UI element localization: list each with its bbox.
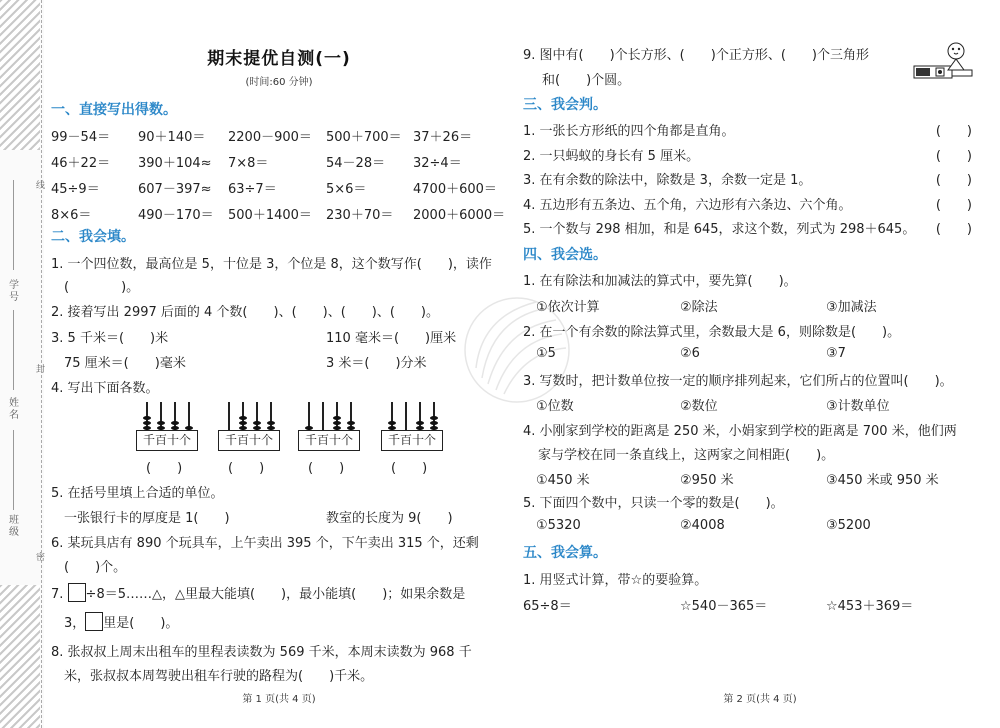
feng-mark: 封 [36,365,46,375]
calc-q1: 1. 用竖式计算，带☆的要验算。 [523,573,708,588]
fill-q9-line2: 和( )个圆。 [542,73,631,88]
binding-margin [0,0,44,728]
xingming-line [13,310,14,390]
calc-item: 99－54＝ [51,130,111,145]
abacus [381,400,445,452]
fill-q7-line1 [51,583,465,602]
abacus-rod [174,402,176,430]
fill-q7-line2 [64,612,178,631]
abacus-rod [242,402,244,430]
fill-q2: 2. 接着写出 2997 后面的 4 个数( )、( )、( )、( )。 [51,305,439,320]
choice-q2: 2. 在一个有余数的除法算式里，余数最大是 6，则除数是( )。 [523,325,901,340]
vertical-calc-item: 65÷8＝ [523,599,572,614]
calc-item: 2200－900＝ [228,130,312,145]
calc-item: 37＋26＝ [413,130,473,145]
fill-q5b: 教室的长度为 9( ) [326,511,453,526]
abacus-bead [239,421,247,425]
page-footer: 第 2 页(共 4 页) [723,694,797,705]
abacus-bead [416,421,424,425]
calc-item: 7×8＝ [228,156,269,171]
calc-item: 230＋70＝ [326,208,394,223]
calc-item: 490－170＝ [138,208,214,223]
calc-item: 2000＋6000＝ [413,208,506,223]
fill-q8-line1: 8. 张叔叔上周末出租车的里程表读数为 569 千米，本周末读数为 968 千 [51,645,472,660]
judge-statement: 4. 五边形有五条边、五个角，六边形有六条边、六个角。 [523,197,852,213]
vertical-calc-item: ☆540－365＝ [680,599,768,614]
answer-blank: ( ) [308,461,345,476]
section-3-heading: 三、我会判。 [523,97,607,113]
calc-item: 500＋700＝ [326,130,402,145]
calc-item: 32÷4＝ [413,156,462,171]
calc-item: 46＋22＝ [51,156,111,171]
abacus-bead [239,416,247,420]
section-1-heading: 一、直接写出得数。 [51,102,177,118]
abacus-bead [267,421,275,425]
q7-text: ÷8＝5……△，△里最大能填( )，最小能填( )；如果余数是 [85,587,466,602]
blank-box [85,612,103,631]
judge-statement: 2. 一只蚂蚁的身长有 5 厘米。 [523,148,700,164]
abacus-bead [333,421,341,425]
xian-mark: 线 [36,181,46,191]
abacus-rod [160,402,162,430]
abacus-rod [188,402,190,430]
page-title: 期末提优自测(一) [207,49,351,69]
choice-option: ②6 [680,346,700,361]
calc-item: 90＋140＝ [138,130,206,145]
abacus-rod [256,402,258,430]
choice-option: ①5320 [536,518,581,533]
calc-item: 390＋104≈ [138,156,212,171]
abacus-bead [430,421,438,425]
judge-blank: ( ) [935,124,972,139]
choice-option: ②4008 [680,518,725,533]
answer-blank: ( ) [228,461,265,476]
shapes-figure [912,40,974,86]
choice-q4-line1: 4. 小刚家到学校的距离是 250 米，小娟家到学校的距离是 700 米，他们两 [523,424,957,439]
judge-blank: ( ) [935,197,972,213]
mi-mark: 密 [36,553,46,563]
abacus-rod [350,402,352,430]
fill-q8-line2: 米，张叔叔本周驾驶出租车行驶的路程为( )千米。 [64,669,374,684]
choice-option: ③计数单位 [826,399,890,414]
blank-box [68,583,86,602]
abacus-place-label: 千百十个 [218,430,280,451]
calc-item: 8×6＝ [51,208,92,223]
abacus [298,400,362,452]
fill-q5a: 一张银行卡的厚度是 1( ) [64,511,230,526]
choice-q5: 5. 下面四个数中，只读一个零的数是( )。 [523,496,784,511]
choice-option: ①450 米 [536,473,590,488]
fill-q6-line2: ( )个。 [64,560,127,575]
abacus [218,400,282,452]
choice-option: ①位数 [536,399,574,414]
section-5-heading: 五、我会算。 [523,545,607,561]
abacus-bead [143,421,151,425]
vertical-calc-item: ☆453＋369＝ [826,599,914,614]
calc-item: 63÷7＝ [228,182,277,197]
abacus-bead [430,416,438,420]
calc-item: 607－397≈ [138,182,212,197]
judge-blank: ( ) [935,222,972,237]
fill-q4: 4. 写出下面各数。 [51,381,159,396]
calc-item: 500＋1400＝ [228,208,312,223]
abacus [136,400,200,452]
left-page [48,0,510,728]
abacus-bead [388,421,396,425]
abacus-bead [157,421,165,425]
abacus-place-label: 千百十个 [136,430,198,451]
abacus-rod [391,402,393,430]
abacus-rod [308,402,310,430]
section-2-heading: 二、我会填。 [51,229,135,245]
judge-blank: ( ) [935,148,972,164]
banji-line [13,430,14,510]
fill-q3c: 75 厘米＝( )毫米 [64,356,186,371]
judge-statement: 3. 在有余数的除法中，除数是 3，余数一定是 1。 [523,173,812,188]
choice-q1: 1. 在有除法和加减法的算式中，要先算( )。 [523,274,797,289]
choice-option: ②950 米 [680,473,734,488]
fill-q3a: 3. 5 千米＝( )米 [51,331,169,346]
abacus-bead [347,421,355,425]
abacus-rod [270,402,272,430]
fill-q5: 5. 在括号里填上合适的单位。 [51,486,224,501]
calc-item: 45÷9＝ [51,182,100,197]
choice-q3: 3. 写数时，把计数单位按一定的顺序排列起来，它们所占的位置叫( )。 [523,374,953,389]
q7-prefix: 7. [51,587,68,602]
fill-q6-line1: 6. 某玩具店有 890 个玩具车，上午卖出 395 个，下午卖出 315 个，还剩 [51,536,479,551]
calc-item: 4700＋600＝ [413,182,497,197]
abacus-bead [171,421,179,425]
hatch-bottom [0,585,40,728]
choice-q4-line2: 家与学校在同一条直线上，这两家之间相距( )。 [538,448,835,463]
abacus-bead [143,416,151,420]
calc-item: 54－28＝ [326,156,386,171]
abacus-rod [322,402,324,430]
judge-blank: ( ) [935,173,972,188]
judge-statement: 1. 一张长方形纸的四个角都是直角。 [523,124,735,139]
choice-option: ③加减法 [826,300,877,315]
fill-q9-line1: 9. 图中有( )个长方形、( )个正方形、( )个三角形 [523,48,869,63]
choice-option: ③5200 [826,518,871,533]
abacus-bead [253,421,261,425]
abacus-rod [405,402,407,430]
right-page [520,0,1000,728]
fill-q1-line1: 1. 一个四位数，最高位是 5，十位是 3，个位是 8，这个数写作( )，读作 [51,257,492,272]
abacus-place-label: 千百十个 [298,430,360,451]
choice-option: ①5 [536,346,556,361]
fill-q3d: 3 米＝( )分米 [326,356,427,371]
choice-option: ③7 [826,346,846,361]
section-4-heading: 四、我会选。 [523,247,607,263]
fill-q3b: 110 毫米＝( )厘米 [326,331,457,346]
choice-option: ②数位 [680,399,718,414]
time-limit: (时间:60 分钟) [245,77,313,88]
xuehao-label: 学号 [9,280,19,303]
calc-item: 5×6＝ [326,182,367,197]
abacus-rod [336,402,338,430]
abacus-place-label: 千百十个 [381,430,443,451]
judge-statement: 5. 一个数与 298 相加，和是 645，求这个数，列式为 298＋645。 [523,222,916,237]
choice-option: ①依次计算 [536,300,600,315]
xuehao-line [13,180,14,270]
choice-option: ③450 米或 950 米 [826,473,939,488]
abacus-bead [333,416,341,420]
abacus-rod [419,402,421,430]
abacus-rod [146,402,148,430]
q7b-prefix: 3， [64,616,86,631]
choice-option: ②除法 [680,300,718,315]
fill-q1-line2: ( )。 [64,280,140,295]
page-footer: 第 1 页(共 4 页) [242,694,316,705]
abacus-rod [433,402,435,430]
banji-label: 班级 [9,515,19,538]
answer-blank: ( ) [391,461,428,476]
answer-blank: ( ) [146,461,183,476]
hatch-top [0,0,40,150]
q7b-text: 里是( )。 [103,616,179,631]
xingming-label: 姓名 [9,398,19,421]
abacus-rod [228,402,230,430]
